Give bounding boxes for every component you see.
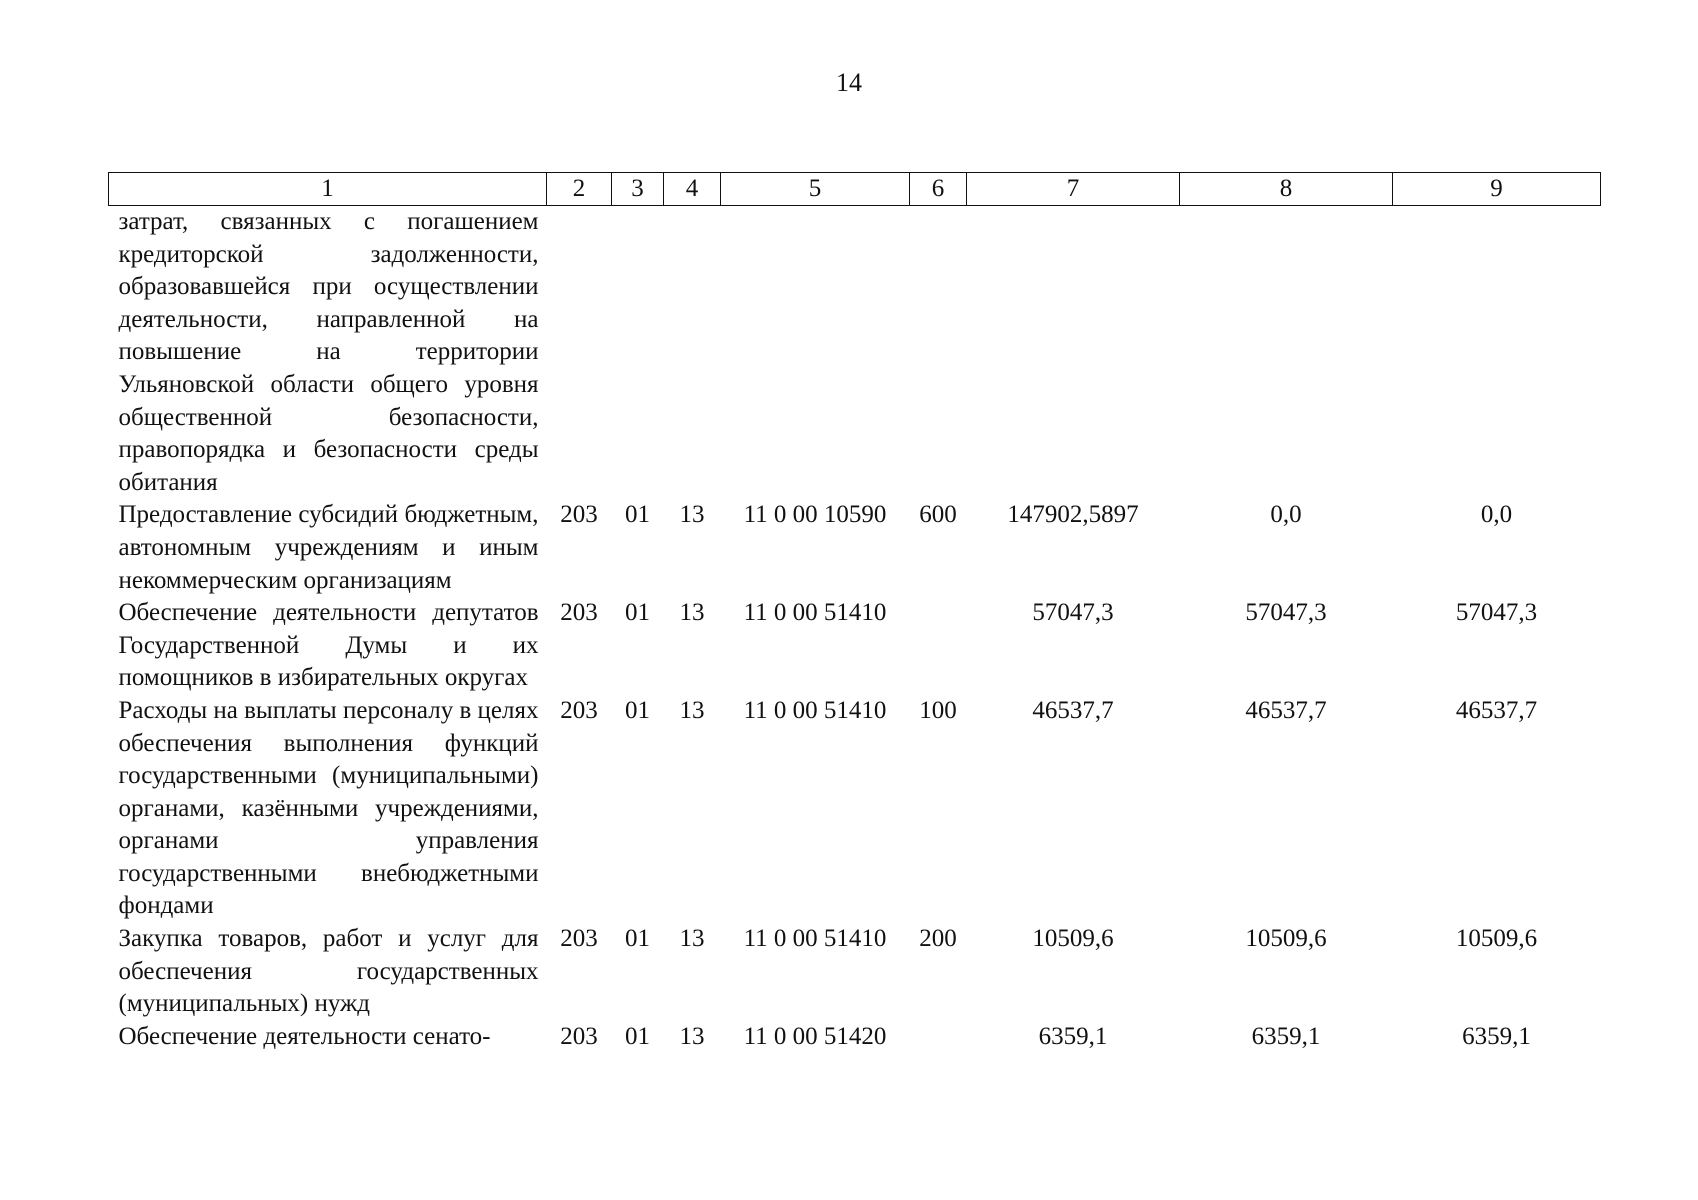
row-code-2: 203 <box>560 696 598 724</box>
column-header-7: 7 <box>967 173 1180 206</box>
row-value-7: 10509,6 <box>1032 925 1114 953</box>
row-code-3: 01 <box>625 501 650 529</box>
row-value-9: 46537,7 <box>1455 696 1538 724</box>
page-number: 14 <box>836 68 862 97</box>
row-value-7 <box>967 206 1180 500</box>
row-code-3 <box>612 206 664 500</box>
column-header-9: 9 <box>1393 173 1601 206</box>
column-header-3: 3 <box>612 173 664 206</box>
row-code-5: 11 0 00 51410 <box>743 696 887 724</box>
row-code-2: 203 <box>560 501 598 529</box>
column-header-5: 5 <box>721 173 910 206</box>
row-value-8: 10509,6 <box>1245 925 1327 953</box>
row-code-6 <box>910 1021 967 1054</box>
row-name: Закупка товаров, работ и услуг для обеспечения государственных (муниципальных) нужд <box>118 925 539 1018</box>
row-code-3: 01 <box>625 1022 650 1050</box>
row-code-6: 200 <box>919 925 957 953</box>
table-row <box>109 499 1601 597</box>
column-header-4: 4 <box>664 173 721 206</box>
column-header-6: 6 <box>910 173 967 206</box>
table-header-row <box>109 173 1601 206</box>
table-row <box>109 695 1601 923</box>
budget-table <box>108 172 1601 1053</box>
table-row <box>109 1021 1601 1054</box>
row-value-7: 147902,5897 <box>1007 501 1139 529</box>
row-code-4: 13 <box>679 925 705 953</box>
row-code-6: 600 <box>919 501 957 529</box>
row-value-8: 57047,3 <box>1245 599 1327 627</box>
row-code-5: 11 0 00 10590 <box>743 501 887 529</box>
row-code-6 <box>910 206 967 500</box>
table-row <box>109 923 1601 1021</box>
row-code-3: 01 <box>625 599 650 627</box>
row-value-8 <box>1180 206 1393 500</box>
row-name: Обеспечение деятельности депутатов Государственной Думы и их помощников в избирательных округах <box>118 599 539 692</box>
row-value-8: 0,0 <box>1270 501 1302 529</box>
row-value-9: 10509,6 <box>1455 925 1538 953</box>
row-code-4 <box>664 206 721 500</box>
row-value-7: 46537,7 <box>1032 696 1114 724</box>
row-code-4: 13 <box>679 501 705 529</box>
row-code-4: 13 <box>679 1022 705 1050</box>
row-code-2 <box>547 206 612 500</box>
row-value-9 <box>1393 206 1601 500</box>
row-value-8: 6359,1 <box>1251 1022 1321 1050</box>
row-value-9: 57047,3 <box>1455 599 1538 627</box>
row-value-7: 57047,3 <box>1032 599 1114 627</box>
row-value-8: 46537,7 <box>1245 696 1327 724</box>
row-code-5: 11 0 00 51410 <box>743 925 887 953</box>
row-value-7: 6359,1 <box>1038 1022 1108 1050</box>
row-code-6 <box>910 597 967 695</box>
row-name: затрат, связанных с погашением кредиторской задолженности, образовавшейся при осуществлении деятельности, направленной на повышение на территории Ульяновской области общего уровня общественной безопасности, правопорядка и безопасности среды обитания <box>118 208 539 496</box>
row-code-3: 01 <box>625 925 650 953</box>
row-code-2: 203 <box>560 1022 598 1050</box>
row-code-3: 01 <box>625 696 650 724</box>
table-row <box>109 597 1601 695</box>
column-header-2: 2 <box>547 173 612 206</box>
row-code-5: 11 0 00 51420 <box>743 1022 887 1050</box>
row-value-9: 0,0 <box>1480 501 1513 529</box>
row-code-4: 13 <box>679 696 705 724</box>
row-code-5 <box>721 206 910 500</box>
column-header-1: 1 <box>109 173 547 206</box>
row-name: Расходы на выплаты персоналу в целях обеспечения выполнения функций государственными (муниципальными) органами, казёнными учреждениями, органами управления государственными внебюджетными фондами <box>118 696 539 920</box>
row-code-2: 203 <box>560 925 598 953</box>
row-code-5: 11 0 00 51410 <box>743 599 887 627</box>
column-header-8: 8 <box>1180 173 1393 206</box>
row-value-9: 6359,1 <box>1462 1022 1531 1050</box>
row-name: Обеспечение деятельности сенато- <box>118 1022 491 1050</box>
row-code-2: 203 <box>560 599 598 627</box>
row-code-4: 13 <box>679 599 705 627</box>
table-row <box>109 206 1601 500</box>
row-name: Предоставление субсидий бюджетным, автономным учреждениям и иным некоммерческим организациям <box>118 501 539 594</box>
row-code-6: 100 <box>919 696 957 724</box>
